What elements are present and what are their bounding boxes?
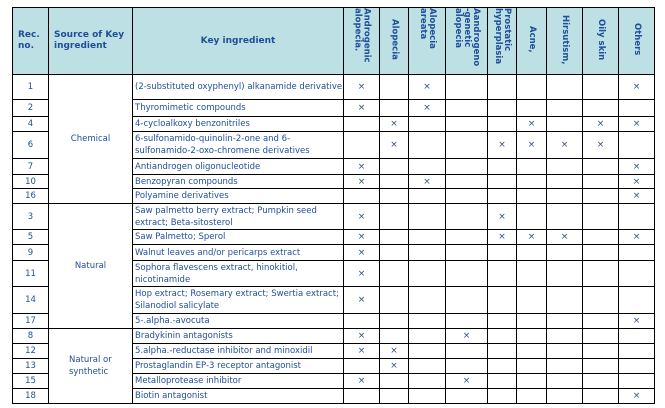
rec-no-cell: 16: [13, 189, 49, 204]
condition-mark-cell: [488, 344, 517, 359]
condition-mark-cell: [380, 189, 409, 204]
condition-mark-cell: [409, 261, 446, 287]
condition-mark-cell: [517, 245, 547, 261]
condition-mark-cell: ×: [344, 100, 380, 117]
condition-mark-cell: [409, 287, 446, 314]
condition-mark-cell: [446, 389, 488, 404]
condition-mark-cell: [409, 245, 446, 261]
header-rec-no: Rec. no.: [13, 8, 49, 75]
header-condition: [547, 8, 583, 75]
condition-mark-cell: [409, 389, 446, 404]
condition-mark-cell: ×: [380, 359, 409, 374]
condition-mark-cell: [547, 344, 583, 359]
condition-mark-cell: ×: [583, 132, 619, 159]
rec-no-cell: 3: [13, 204, 49, 230]
condition-mark-cell: [517, 359, 547, 374]
ingredient-cell: Polyamine derivatives: [133, 189, 344, 204]
condition-mark-cell: [380, 204, 409, 230]
condition-mark-cell: [547, 287, 583, 314]
condition-mark-cell: [446, 117, 488, 132]
condition-mark-cell: [583, 175, 619, 189]
condition-mark-cell: ×: [344, 159, 380, 175]
condition-mark-cell: [446, 175, 488, 189]
condition-mark-cell: [583, 189, 619, 204]
condition-mark-cell: ×: [619, 117, 655, 132]
rec-no-cell: 17: [13, 314, 49, 329]
condition-mark-cell: [547, 374, 583, 389]
header-condition-label: Alopecia areata: [418, 8, 437, 49]
condition-mark-cell: ×: [619, 175, 655, 189]
rec-no-cell: 6: [13, 132, 49, 159]
rec-no-cell: 7: [13, 159, 49, 175]
ingredient-cell: 5-.alpha.-avocuta: [133, 314, 344, 329]
condition-mark-cell: ×: [446, 374, 488, 389]
condition-mark-cell: [488, 374, 517, 389]
header-condition: [583, 8, 619, 75]
header-condition: [344, 8, 380, 75]
condition-mark-cell: [344, 359, 380, 374]
condition-mark-cell: ×: [344, 204, 380, 230]
header-condition-label: Oily skin: [596, 18, 606, 61]
condition-mark-cell: ×: [619, 389, 655, 404]
source-cell: Chemical: [49, 75, 133, 204]
condition-mark-cell: [517, 189, 547, 204]
rec-no-cell: 10: [13, 175, 49, 189]
condition-mark-cell: ×: [344, 230, 380, 245]
ingredient-cell: Metalloprotease inhibitor: [133, 374, 344, 389]
condition-mark-cell: ×: [344, 75, 380, 100]
condition-mark-cell: [547, 245, 583, 261]
header-condition: [409, 8, 446, 75]
condition-mark-cell: [619, 204, 655, 230]
header-condition-label: Androgenic alopecia.: [352, 8, 372, 63]
condition-mark-cell: [409, 189, 446, 204]
condition-mark-cell: ×: [517, 230, 547, 245]
condition-mark-cell: [547, 261, 583, 287]
rec-no-cell: 8: [13, 329, 49, 344]
condition-mark-cell: [547, 117, 583, 132]
condition-mark-cell: ×: [409, 100, 446, 117]
condition-mark-cell: [547, 159, 583, 175]
condition-mark-cell: ×: [344, 344, 380, 359]
header-condition-label: Aandrogeno -genetic alopecia: [453, 8, 481, 67]
condition-mark-cell: ×: [380, 344, 409, 359]
condition-mark-cell: [583, 287, 619, 314]
condition-mark-cell: ×: [517, 117, 547, 132]
condition-mark-cell: [380, 287, 409, 314]
condition-mark-cell: [409, 117, 446, 132]
condition-mark-cell: [446, 344, 488, 359]
header-condition-label: Hirsutism,: [560, 14, 570, 65]
condition-mark-cell: [547, 204, 583, 230]
condition-mark-cell: [488, 117, 517, 132]
condition-mark-cell: ×: [409, 75, 446, 100]
condition-mark-cell: ×: [344, 261, 380, 287]
header-condition: [619, 8, 655, 75]
condition-mark-cell: [380, 261, 409, 287]
condition-mark-cell: [344, 189, 380, 204]
source-cell: Natural or synthetic: [49, 329, 133, 404]
condition-mark-cell: [619, 329, 655, 344]
header-source: Source of Key ingredient: [49, 8, 133, 75]
condition-mark-cell: [409, 359, 446, 374]
condition-mark-cell: [380, 75, 409, 100]
condition-mark-cell: [446, 314, 488, 329]
rec-no-cell: 9: [13, 245, 49, 261]
condition-mark-cell: [446, 245, 488, 261]
condition-mark-cell: ×: [619, 189, 655, 204]
condition-mark-cell: [619, 359, 655, 374]
condition-mark-cell: [517, 100, 547, 117]
ingredient-cell: Hop extract; Rosemary extract; Swertia extract; Silanodiol salicylate: [133, 287, 344, 314]
ingredient-cell: 4-cycloalkoxy benzonitriles: [133, 117, 344, 132]
rec-no-cell: 4: [13, 117, 49, 132]
condition-mark-cell: [380, 230, 409, 245]
condition-mark-cell: ×: [488, 132, 517, 159]
condition-mark-cell: [488, 389, 517, 404]
condition-mark-cell: [619, 374, 655, 389]
ingredient-cell: Walnut leaves and/or pericarps extract: [133, 245, 344, 261]
condition-mark-cell: [380, 374, 409, 389]
condition-mark-cell: ×: [380, 117, 409, 132]
condition-mark-cell: [517, 204, 547, 230]
condition-mark-cell: [488, 175, 517, 189]
condition-mark-cell: [583, 344, 619, 359]
condition-mark-cell: [409, 230, 446, 245]
condition-mark-cell: ×: [344, 287, 380, 314]
condition-mark-cell: [344, 117, 380, 132]
condition-mark-cell: [488, 359, 517, 374]
condition-mark-cell: [446, 75, 488, 100]
ingredient-cell: Sophora flavescens extract, hinokitiol, nicotinamide: [133, 261, 344, 287]
header-key-ingredient: Key ingredient: [133, 8, 344, 75]
header-row: [13, 8, 655, 75]
condition-mark-cell: [619, 344, 655, 359]
rec-no-cell: 18: [13, 389, 49, 404]
condition-mark-cell: [446, 287, 488, 314]
condition-mark-cell: ×: [547, 132, 583, 159]
condition-mark-cell: ×: [344, 374, 380, 389]
condition-mark-cell: [547, 100, 583, 117]
condition-mark-cell: [583, 329, 619, 344]
condition-mark-cell: ×: [583, 117, 619, 132]
condition-mark-cell: [380, 245, 409, 261]
ingredient-cell: 6-sulfonamido-quinolin-2-one and 6-sulfonamido-2-oxo-chromene derivatives: [133, 132, 344, 159]
condition-mark-cell: [380, 175, 409, 189]
condition-mark-cell: [488, 100, 517, 117]
condition-mark-cell: [619, 100, 655, 117]
ingredient-cell: Saw palmetto berry extract; Pumpkin seed extract; Beta-sitosterol: [133, 204, 344, 230]
condition-mark-cell: [583, 389, 619, 404]
condition-mark-cell: [547, 75, 583, 100]
condition-mark-cell: [517, 314, 547, 329]
ingredient-cell: Benzopyran compounds: [133, 175, 344, 189]
condition-mark-cell: [409, 329, 446, 344]
condition-mark-cell: [409, 159, 446, 175]
condition-mark-cell: [583, 374, 619, 389]
condition-mark-cell: [619, 287, 655, 314]
condition-mark-cell: [488, 261, 517, 287]
condition-mark-cell: [517, 389, 547, 404]
condition-mark-cell: [409, 314, 446, 329]
condition-mark-cell: ×: [446, 329, 488, 344]
condition-mark-cell: [446, 132, 488, 159]
table-body: [13, 75, 655, 404]
condition-mark-cell: [517, 344, 547, 359]
condition-mark-cell: [488, 159, 517, 175]
condition-mark-cell: [380, 100, 409, 117]
condition-mark-cell: [488, 287, 517, 314]
condition-mark-cell: [488, 245, 517, 261]
condition-mark-cell: [547, 175, 583, 189]
ingredient-cell: (2-substituted oxyphenyl) alkanamide derivative: [133, 75, 344, 100]
condition-mark-cell: [380, 329, 409, 344]
condition-mark-cell: ×: [619, 75, 655, 100]
rec-no-cell: 11: [13, 261, 49, 287]
condition-mark-cell: [517, 175, 547, 189]
condition-mark-cell: [446, 159, 488, 175]
ingredient-cell: Saw Palmetto; Sperol: [133, 230, 344, 245]
condition-mark-cell: [583, 314, 619, 329]
condition-mark-cell: ×: [380, 132, 409, 159]
condition-mark-cell: [488, 329, 517, 344]
condition-mark-cell: [446, 261, 488, 287]
condition-mark-cell: ×: [547, 230, 583, 245]
condition-mark-cell: ×: [488, 230, 517, 245]
condition-mark-cell: [344, 389, 380, 404]
condition-mark-cell: ×: [619, 314, 655, 329]
condition-mark-cell: [409, 374, 446, 389]
condition-mark-cell: [344, 314, 380, 329]
condition-mark-cell: [517, 75, 547, 100]
condition-mark-cell: [488, 75, 517, 100]
table-row: [13, 204, 655, 230]
condition-mark-cell: [619, 132, 655, 159]
condition-mark-cell: [547, 359, 583, 374]
table-row: [13, 75, 655, 100]
condition-mark-cell: ×: [619, 230, 655, 245]
header-condition: [446, 8, 488, 75]
condition-mark-cell: ×: [619, 159, 655, 175]
condition-mark-cell: [583, 359, 619, 374]
rec-no-cell: 2: [13, 100, 49, 117]
condition-mark-cell: [583, 261, 619, 287]
condition-mark-cell: ×: [517, 132, 547, 159]
header-condition-label: Alopecia: [389, 19, 400, 60]
condition-mark-cell: [619, 261, 655, 287]
rec-no-cell: 13: [13, 359, 49, 374]
condition-mark-cell: [583, 230, 619, 245]
condition-mark-cell: [517, 374, 547, 389]
condition-mark-cell: [547, 329, 583, 344]
ingredient-cell: Prostaglandin EP-3 receptor antagonist: [133, 359, 344, 374]
ingredient-cell: Antiandrogen oligonucleotide: [133, 159, 344, 175]
condition-mark-cell: ×: [344, 245, 380, 261]
ingredient-cell: Thyromimetic compounds: [133, 100, 344, 117]
ingredient-cell: Bradykinin antagonists: [133, 329, 344, 344]
condition-mark-cell: [446, 359, 488, 374]
condition-mark-cell: [547, 314, 583, 329]
condition-mark-cell: [446, 189, 488, 204]
header-condition-label: Acne,: [527, 26, 537, 53]
condition-mark-cell: [446, 230, 488, 245]
condition-mark-cell: [583, 75, 619, 100]
ingredient-cell: Biotin antagonist: [133, 389, 344, 404]
ingredient-cell: 5.alpha.-reductase inhibitor and minoxidil: [133, 344, 344, 359]
rec-no-cell: 5: [13, 230, 49, 245]
condition-mark-cell: [488, 314, 517, 329]
source-cell: Natural: [49, 204, 133, 329]
condition-mark-cell: [409, 132, 446, 159]
condition-mark-cell: [517, 287, 547, 314]
rec-no-cell: 14: [13, 287, 49, 314]
rec-no-cell: 1: [13, 75, 49, 100]
header-condition: [488, 8, 517, 75]
header-condition-label: Others: [632, 23, 642, 56]
condition-mark-cell: [583, 245, 619, 261]
condition-mark-cell: [380, 389, 409, 404]
condition-mark-cell: [409, 204, 446, 230]
condition-mark-cell: [517, 261, 547, 287]
header-condition: [380, 8, 409, 75]
condition-mark-cell: [344, 132, 380, 159]
condition-mark-cell: ×: [409, 175, 446, 189]
condition-mark-cell: ×: [488, 204, 517, 230]
rec-no-cell: 15: [13, 374, 49, 389]
condition-mark-cell: [446, 100, 488, 117]
condition-mark-cell: ×: [344, 175, 380, 189]
rec-no-cell: 12: [13, 344, 49, 359]
condition-mark-cell: [446, 204, 488, 230]
condition-mark-cell: [583, 159, 619, 175]
condition-mark-cell: [380, 314, 409, 329]
condition-mark-cell: [583, 204, 619, 230]
condition-mark-cell: [547, 389, 583, 404]
condition-mark-cell: [517, 159, 547, 175]
condition-mark-cell: ×: [344, 329, 380, 344]
condition-mark-cell: [409, 344, 446, 359]
condition-mark-cell: [488, 189, 517, 204]
condition-mark-cell: [547, 189, 583, 204]
ingredients-table: [12, 7, 655, 404]
header-condition-label: Prostatic hyperplasia: [493, 8, 512, 65]
condition-mark-cell: [517, 329, 547, 344]
condition-mark-cell: [619, 245, 655, 261]
condition-mark-cell: [380, 159, 409, 175]
table-row: [13, 329, 655, 344]
condition-mark-cell: [583, 100, 619, 117]
header-condition: [517, 8, 547, 75]
